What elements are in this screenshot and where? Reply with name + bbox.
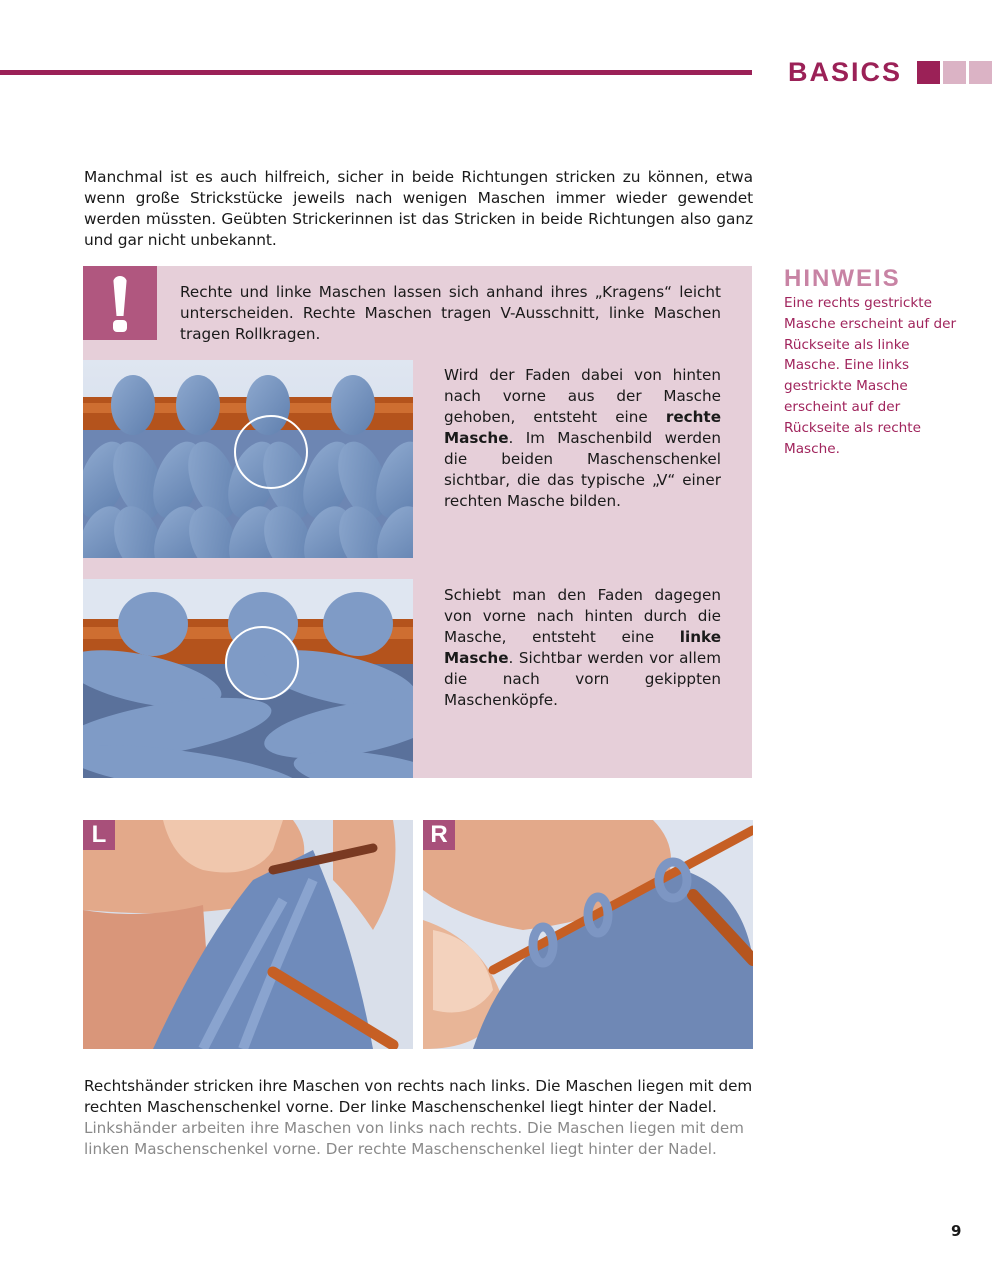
handedness-caption [84,1076,753,1160]
section-marker-square [969,61,992,84]
purl-stitch-description: Schiebt man den Faden dagegen von vorne nach hinten durch die Masche, entsteht eine linke Masche. Sichtbar werden vor allem die nach vorn gekippten Maschenköpfe. [444,586,721,709]
exclamation-icon [83,266,157,340]
right-handed-caption: Rechtshänder stricken ihre Maschen von rechts nach links. Die Maschen liegen mit dem rechten Maschenschenkel vorne. Der linke Maschenschenkel liegt hinter der Nadel. [84,1077,753,1116]
right-handed-label: R [423,820,455,850]
section-title: BASICS [788,57,903,87]
left-handed-caption: Linkshänder arbeiten ihre Maschen von links nach rechts. Die Maschen liegen mit dem linken Maschenschenkel vorne. Der rechte Maschenschenkel liegt hinter der Nadel. [84,1119,744,1158]
purl-stitch-term: linke Masche [444,628,721,667]
hint-text: Eine rechts gestrickte Masche erscheint auf der Rückseite als linke Masche. Eine links gestrickte Masche erscheint auf der Rückseite als rechte Masche. [784,295,957,457]
left-handed-label: L [83,820,115,850]
knit-stitch-term: rechte Masche [444,408,721,447]
header-rule [0,70,752,75]
left-handed-photo [83,820,413,1049]
knit-stitch-description: Wird der Faden dabei von hinten nach vorne aus der Masche gehoben, entsteht eine rechte Masche. Im Maschenbild werden die beiden Maschenschenkel sichtbar, die das typische „V“ einer rechten Masche bilden. [444,366,721,510]
hint-title: HINWEIS [784,265,901,292]
section-marker-square [917,61,940,84]
knit-stitch-photo [83,360,413,558]
right-handed-photo [423,820,753,1049]
purl-stitch-photo [83,579,413,778]
intro-paragraph: Manchmal ist es auch hilfreich, sicher in beide Richtungen stricken zu können, etwa wenn große Strickstücke jeweils nach wenigen Maschen immer wieder gewendet werden müssten. Geübten Strickerinnen ist das Stricken in beide Richtungen also ganz und gar nicht unbekannt. [84,168,753,249]
tip-text: Rechte und linke Maschen lassen sich anhand ihres „Kragens“ leicht unterscheiden. Rechte Maschen tragen V-Ausschnitt, linke Maschen tragen Rollkragen. [180,283,721,343]
page-number: 9 [951,1222,962,1240]
section-marker-square [943,61,966,84]
